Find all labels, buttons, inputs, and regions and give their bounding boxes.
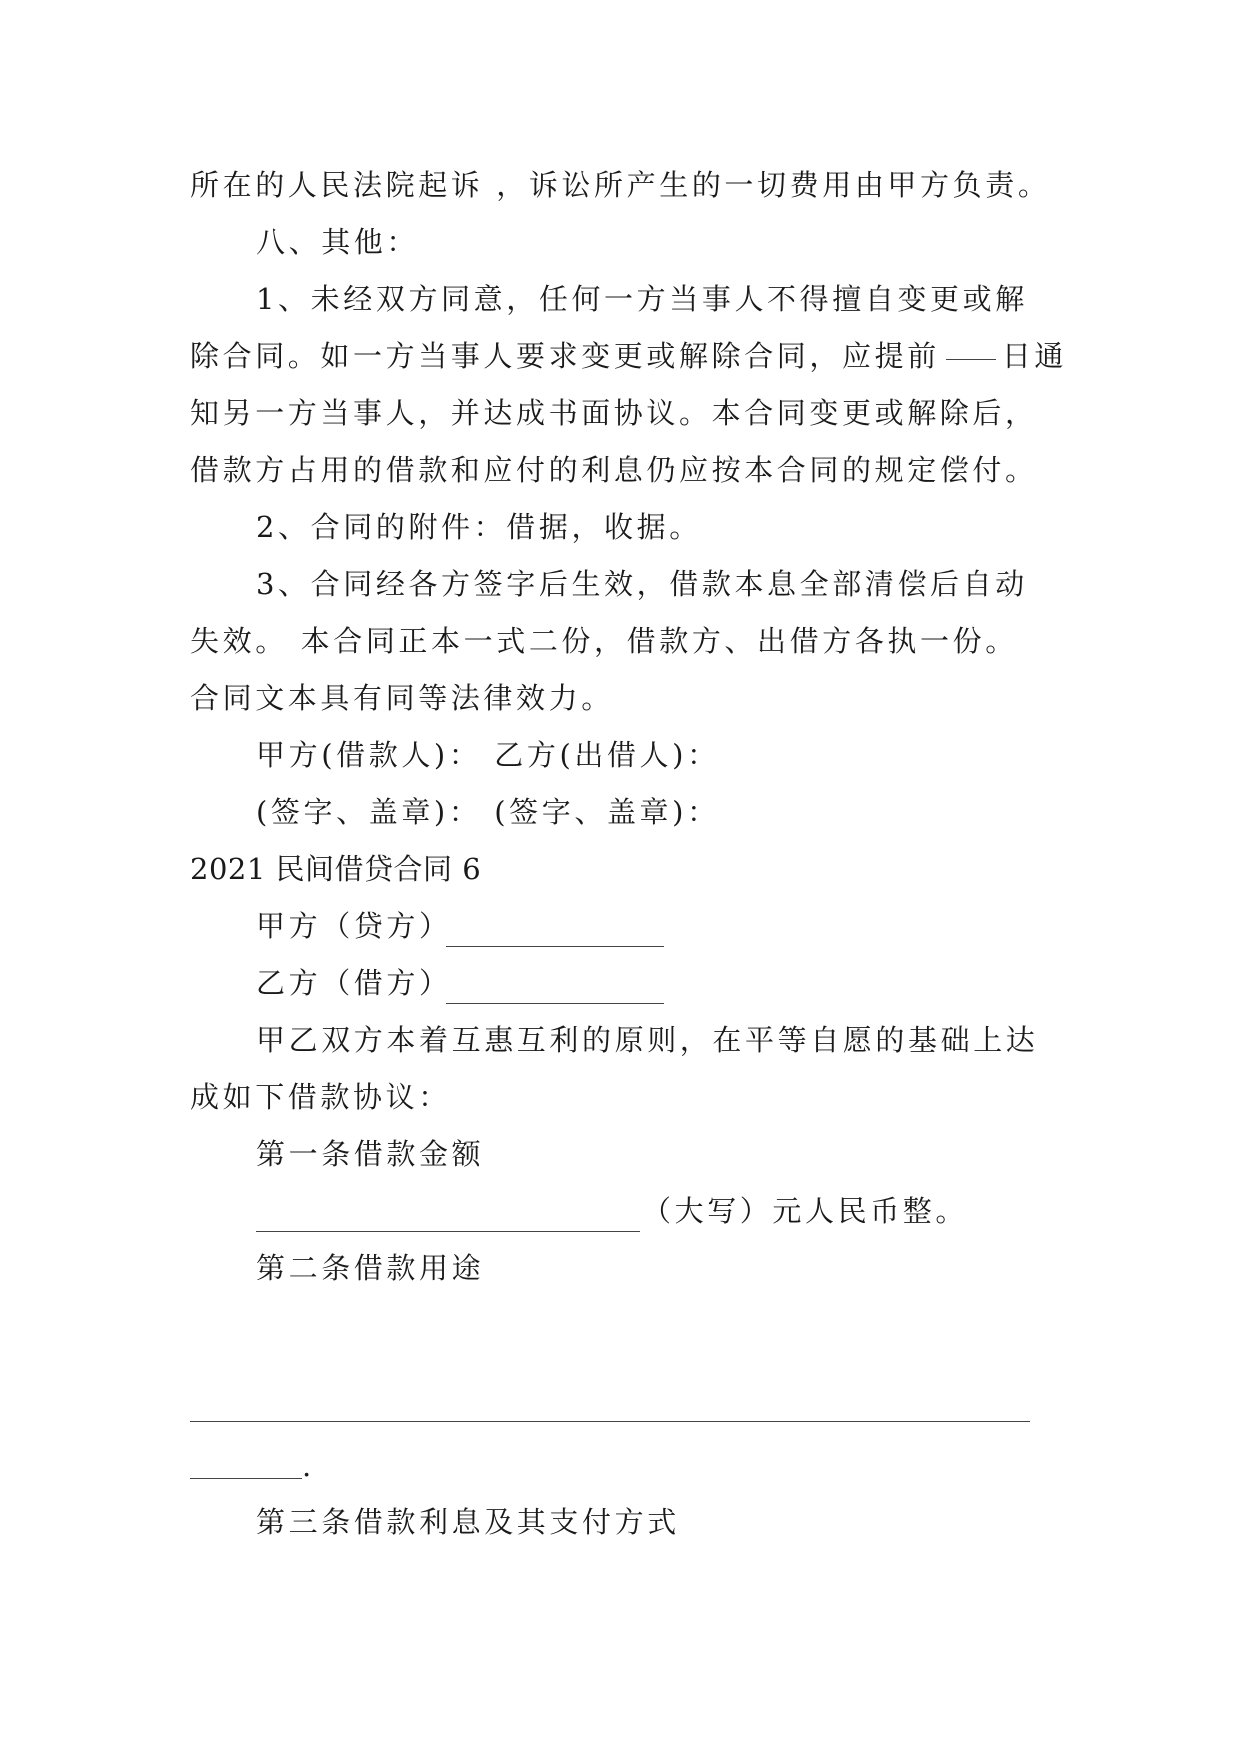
section-heading-other: 八、其他： bbox=[256, 225, 420, 259]
clause-1-text: 日通 bbox=[1001, 339, 1068, 373]
purpose-blank-field bbox=[190, 1478, 302, 1479]
clause-1-text: 除合同。如一方当事人要求变更或解除合同，应提前 bbox=[190, 339, 940, 373]
borrower-line: 乙方（借方） bbox=[256, 966, 452, 1000]
lender-blank-field bbox=[446, 946, 664, 947]
purpose-blank-field bbox=[190, 1421, 1030, 1422]
article-1-heading: 第一条借款金额 bbox=[256, 1137, 485, 1171]
clause-1-line bbox=[190, 336, 1067, 376]
article-2-heading: 第二条借款用途 bbox=[256, 1251, 485, 1285]
borrower-blank-field bbox=[446, 1003, 664, 1004]
contract-title: 2021 民间借贷合同 6 bbox=[190, 852, 482, 886]
clause-3-line: 3、合同经各方签字后生效，借款本息全部清偿后自动 bbox=[256, 567, 1028, 601]
preamble-line: 成如下借款协议： bbox=[190, 1080, 451, 1114]
text-line: 所在的人民法院起诉 ，诉讼所产生的一切费用由甲方负责。 bbox=[190, 168, 1051, 202]
signature-labels: (签字、盖章)： (签字、盖章)： bbox=[256, 795, 720, 829]
clause-1-line: 1、未经双方同意，任何一方当事人不得擅自变更或解 bbox=[256, 282, 1028, 316]
clause-1-line: 借款方占用的借款和应付的利息仍应按本合同的规定偿付。 bbox=[190, 453, 1038, 487]
clause-3-line: 失效。 本合同正本一式二份，借款方、出借方各执一份。 bbox=[190, 624, 1018, 658]
purpose-end-period: . bbox=[302, 1449, 312, 1483]
clause-3-line: 合同文本具有同等法律效力。 bbox=[190, 681, 614, 715]
preamble-line: 甲乙双方本着互惠互利的原则，在平等自愿的基础上达 bbox=[256, 1023, 1039, 1057]
article-3-heading: 第三条借款利息及其支付方式 bbox=[256, 1505, 680, 1539]
blank-days-field bbox=[946, 359, 996, 360]
amount-caption: （大写）元人民币整。 bbox=[642, 1194, 969, 1228]
lender-line: 甲方（贷方） bbox=[256, 909, 452, 943]
amount-blank-field bbox=[256, 1231, 640, 1232]
party-labels: 甲方(借款人)： 乙方(出借人)： bbox=[256, 738, 720, 772]
clause-1-line: 知另一方当事人，并达成书面协议。本合同变更或解除后， bbox=[190, 396, 1038, 430]
clause-2-line: 2、合同的附件：借据，收据。 bbox=[256, 510, 702, 544]
